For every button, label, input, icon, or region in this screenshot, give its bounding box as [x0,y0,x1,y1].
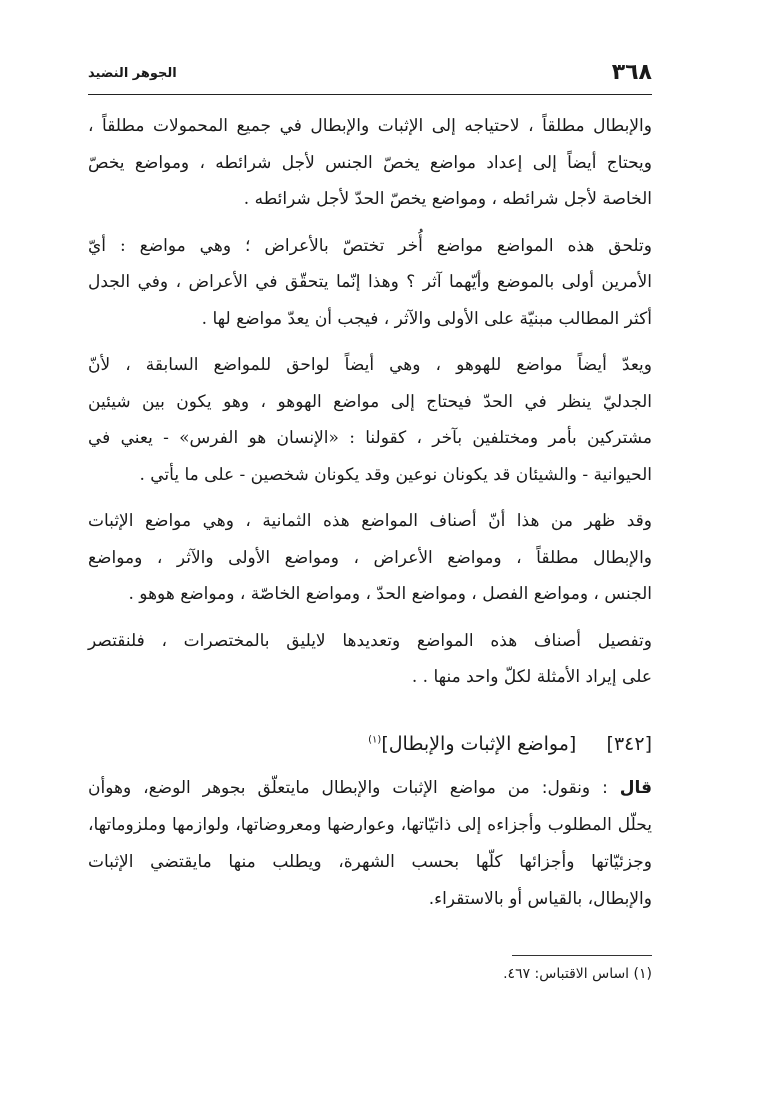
paragraph-2 [88,228,652,338]
paragraph-5 [88,623,652,696]
page-number: ٣٦٨ [611,60,652,85]
text-line: والإبطال مطلقاً ، لاحتياجه إلى الإثبات والإبطال في جميع المحمولات مطلقاً ، [88,116,652,136]
text-line: وجزئيّاتها وأجزائها كلّها بحسب الشهرة، ويطلب منها مايقتضي الإثبات [88,852,652,872]
text-line: ويحتاج أيضاً إلى إعداد مواضع يخصّ الجنس لأجل شرائطه ، ومواضع يخصّ [88,152,652,173]
text-line: وتلحق هذه المواضع مواضع أُخر تختصّ بالأعراض ؛ وهي مواضع : أيّ [88,235,652,256]
text-line: مشتركين بأمر ومختلفين بآخر ، كقولنا : «الإنسان هو الفرس» - يعني في [88,428,652,448]
page-header [88,58,652,92]
section-title: [مواضع الإثبات والإبطال] [381,733,577,755]
footnote-rule [512,955,652,956]
text-line: ويعدّ أيضاً مواضع للهوهو ، وهي أيضاً لواحق للمواضع السابقة ، لأنّ [88,355,652,375]
text-line [88,770,652,807]
text-line: أكثر المطالب مبنيّة على الأولى والآثر ، فيجب أن يعدّ مواضع لها . [201,308,652,329]
text-line: الخاصة لأجل شرائطه ، ومواضع يخصّ الحدّ لأجل شرائطه . [243,189,652,209]
text-line: الجنس ، ومواضع الفصل ، ومواضع الحدّ ، ومواضع الخاصّة ، ومواضع هوهو . [128,584,652,604]
text-line: الجدليّ ينظر في الحدّ فيحتاج إلى مواضع الهوهو ، وهو يكون بين شيئين [88,391,652,412]
text-line: والإبطال، بالقياس أو بالاستقراء. [428,889,652,909]
text-line: على إيراد الأمثلة لكلّ واحد منها . . [411,667,652,687]
text-line: والإبطال مطلقاً ، ومواضع الأعراض ، ومواضع الأولى والآثر ، ومواضع [88,547,652,568]
paragraph-3 [88,347,652,493]
text-line: الحيوانية - والشيئان قد يكونان نوعين وقد يكونان شخصين - على ما يأتي . [139,464,652,485]
section-heading [88,733,652,755]
text-line: وتفصيل أصناف هذه المواضع وتعديدها لايليق بالمختصرات ، فلنقتصر [88,630,652,651]
footnote: (١) اساس الاقتباس: ٤٦٧. [503,966,652,982]
footnote-marker: (١) [368,734,382,746]
section-body [88,770,652,918]
text-line: الأمرين أولى بالموضع وأيّهما آثر ؟ وهذا إنّما يتحقّق في الأعراض ، وفي الجدل [88,272,652,292]
text-segment: : ونقول: من مواضع الإثبات والإبطال مايتعلّق بجوهر الوضع، وهوأن [88,778,608,798]
header-rule [88,94,652,95]
running-title: الجوهر النضيد [88,66,177,81]
text-line: يحلّل المطلوب وأجزاءه إلى ذاتيّاتها، وعوارضها ومعروضاتها، ولوازمها وملزوماتها، [88,815,652,835]
text-line: وقد ظهر من هذا أنّ أصناف المواضع هذه الثمانية ، وهي مواضع الإثبات [88,511,652,531]
paragraph-1 [88,108,652,218]
body-text [88,108,652,706]
qal-label: قال [619,778,652,798]
paragraph-4 [88,503,652,613]
section-number: [٣٤٢] [606,733,652,755]
